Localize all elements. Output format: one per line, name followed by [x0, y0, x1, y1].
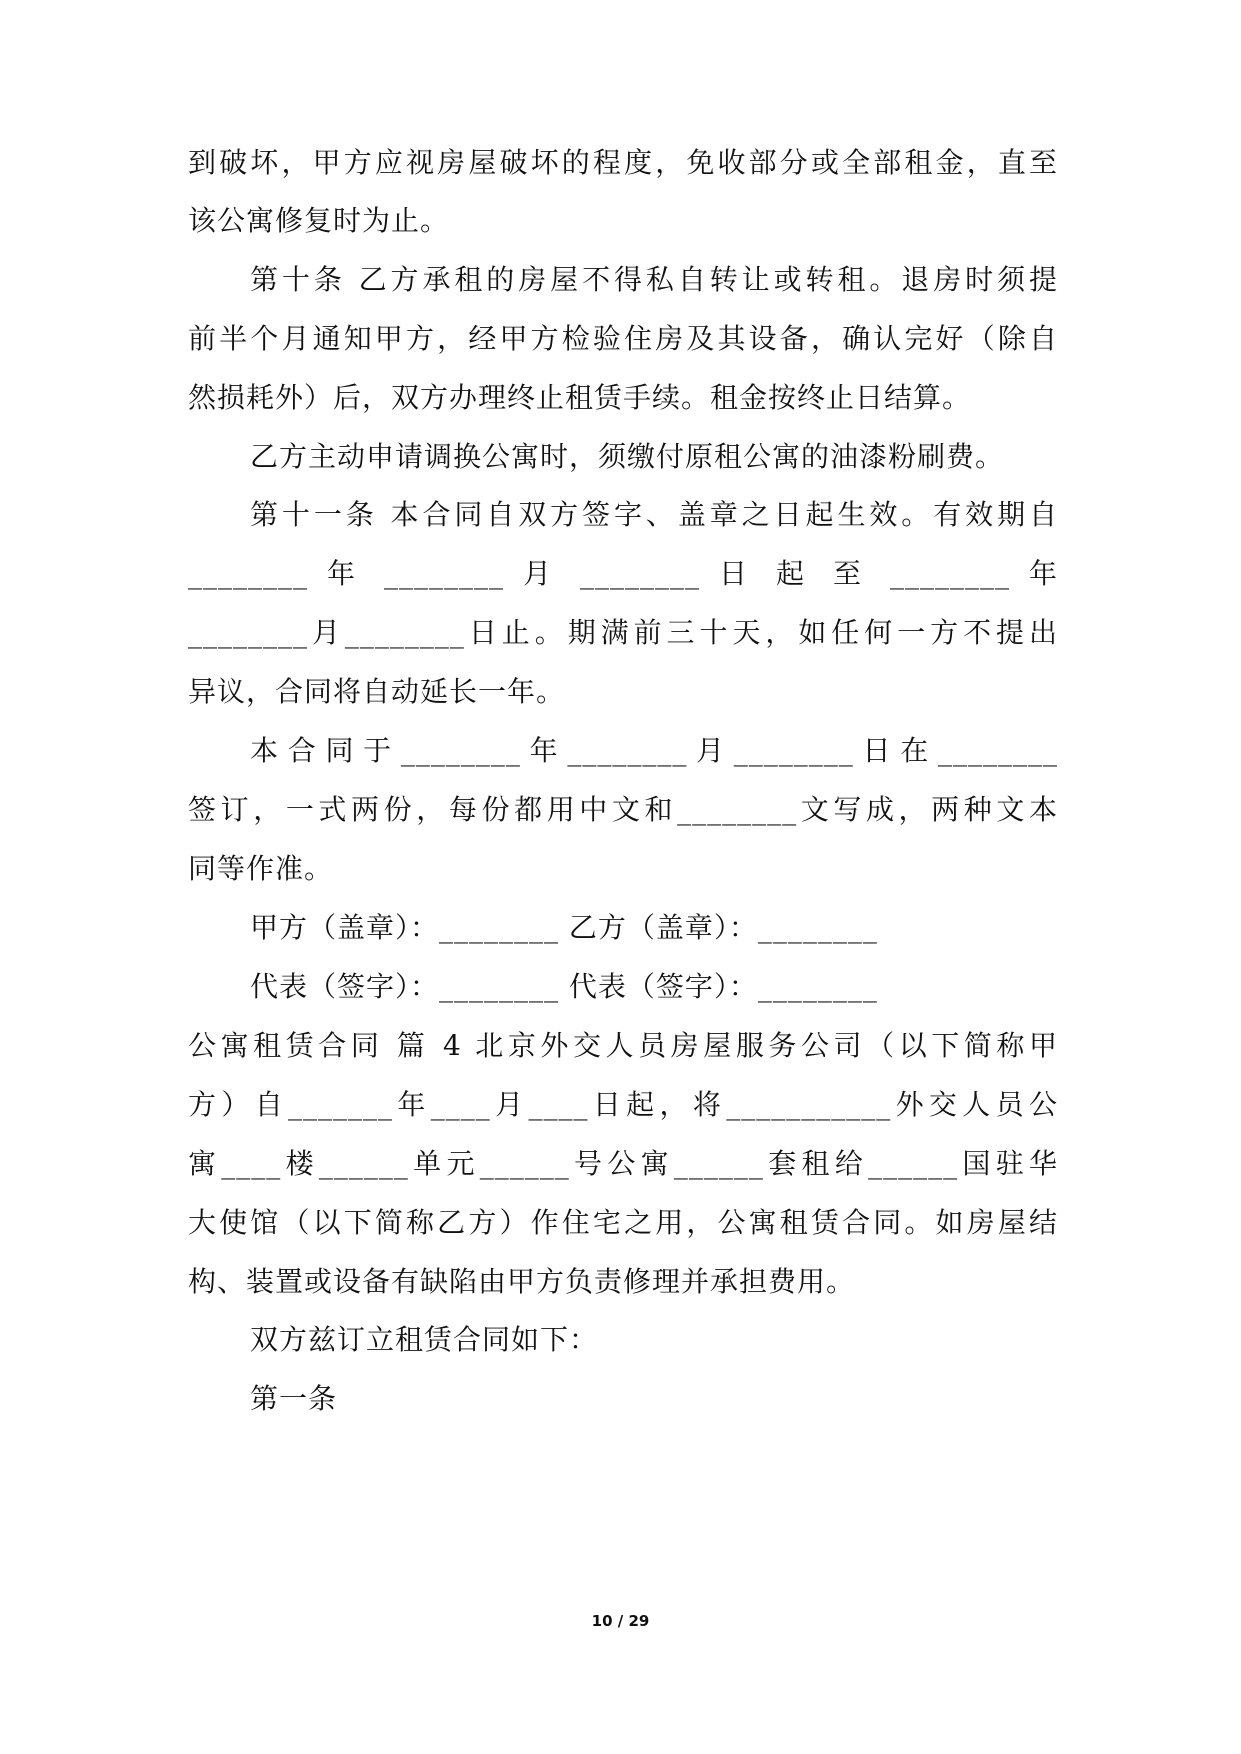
text-line: 前半个月通知甲方，经甲方检验住房及其设备，确认完好（除自	[188, 322, 1058, 355]
text-line: 双方兹订立租赁合同如下：	[250, 1323, 599, 1356]
page-number: 10 / 29	[591, 1612, 650, 1630]
text-line: 同等作准。	[188, 852, 334, 885]
text-line: 本合同于________年________月________日在________	[250, 734, 1058, 767]
text-line: 异议，合同将自动延长一年。	[188, 675, 566, 708]
text-line: 构、装置或设备有缺陷由甲方负责修理并承担费用。	[188, 1265, 856, 1298]
text-line: 第一条	[250, 1382, 338, 1415]
text-line: 签订，一式两份，每份都用中文和________文写成，两种文本	[188, 793, 1058, 826]
text-line: ________月________日止。期满前三十天，如任何一方不提出	[188, 616, 1058, 649]
text-line: 第十一条 本合同自双方签字、盖章之日起生效。有效期自	[250, 498, 1058, 531]
text-line: ________ 年 ________ 月 ________ 日 起 至 ________ 年	[188, 557, 1058, 590]
text-line: 寓____楼______单元______号公寓______套租给______国驻华	[188, 1147, 1058, 1180]
text-line: 然损耗外）后，双方办理终止租赁手续。租金按终止日结算。	[188, 381, 972, 414]
text-line: 到破坏，甲方应视房屋破坏的程度，免收部分或全部租金，直至	[188, 146, 1058, 179]
signature-line: 甲方（盖章）：________ 乙方（盖章）：________	[250, 911, 878, 944]
text-line: 方）自_______年____月____日起，将___________外交人员公	[188, 1088, 1058, 1121]
text-line: 公寓租赁合同 篇 4 北京外交人员房屋服务公司（以下简称甲	[188, 1029, 1058, 1062]
text-line: 第十条 乙方承租的房屋不得私自转让或转租。退房时须提	[250, 263, 1058, 296]
text-line: 该公寓修复时为止。	[188, 204, 450, 237]
signature-line: 代表（签字）：________ 代表（签字）：________	[250, 970, 878, 1003]
text-line: 大使馆（以下简称乙方）作住宅之用，公寓租赁合同。如房屋结	[188, 1206, 1058, 1239]
text-line: 乙方主动申请调换公寓时，须缴付原租公寓的油漆粉刷费。	[250, 440, 1005, 473]
